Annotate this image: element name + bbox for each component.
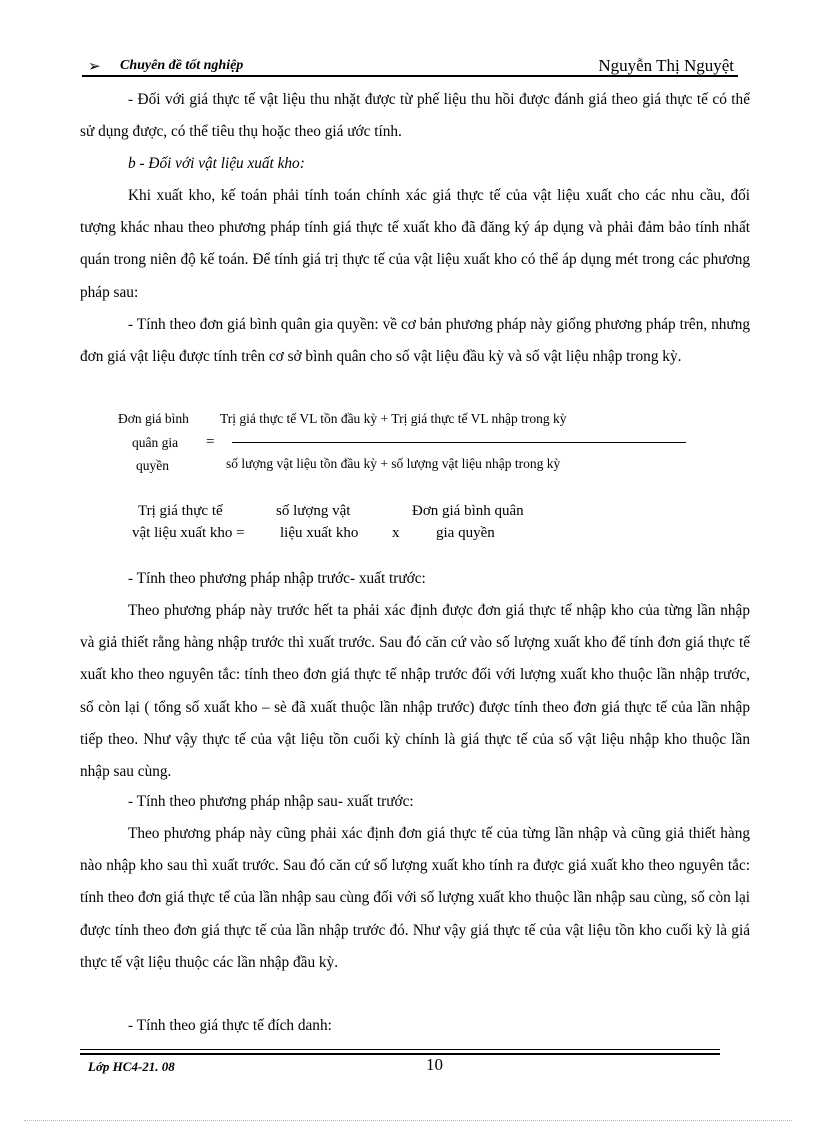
header-title: Chuyên đề tốt nghiệp — [120, 58, 244, 73]
header-author: Nguyễn Thị Nguyệt — [598, 56, 734, 75]
method-lifo-heading: - Tính theo phương pháp nhập sau- xuất trước: — [128, 793, 414, 810]
paragraph-fifo: Theo phương pháp này trước hết ta phải xác định được đơn giá thực tế nhập kho của từng lần nhập và giả thiết rằng hàng nhập trước thì xuất trước. Sau đó căn cứ vào số lượng xuất kho để tính đơn giá thực tế xuất kho theo nguyên tắc: tính theo đơn giá thực tế nhập trước đối với lượng xuất kho thuộc lần nhập trước, số còn lại ( tổng số xuất kho – sè đã xuất thuộc lần nhập trước) được tính theo đơn giá thực tế của lần nhập tiếp theo. Như vậy thực tế của vật liệu tồn cuối kỳ chính là giá thực tế của số vật liệu nhập kho thuộc lần nhập sau cùng. — [80, 602, 750, 781]
page-header — [82, 55, 738, 77]
page-number: 10 — [426, 1055, 443, 1074]
formula2-b2: liệu xuất kho — [280, 525, 359, 541]
formula-denominator: số lượng vật liệu tồn đầu kỳ + số lượng vật liệu nhập trong kỳ — [226, 456, 561, 471]
formula2-b1: số lượng vật — [276, 503, 351, 519]
section-heading-outgoing: b - Đối với vật liệu xuất kho: — [128, 155, 305, 172]
footer-class: Lớp HC4-21. 08 — [88, 1059, 175, 1074]
formula-equals: = — [206, 434, 215, 450]
arrow-bullet-icon: ➢ — [88, 59, 101, 75]
formula2-a2: vật liệu xuất kho = — [132, 525, 245, 541]
method-fifo-heading: - Tính theo phương pháp nhập trước- xuất trước: — [128, 570, 426, 587]
formula2-c1: Đơn giá bình quân — [412, 503, 524, 519]
formula2-times: x — [392, 525, 400, 541]
paragraph-outgoing-intro: Khi xuất kho, kế toán phải tính toán chính xác giá thực tế của vật liệu xuất cho các nhu cầu, đối tượng khác nhau theo phương pháp tính giá thực tế xuất kho đã đăng ký áp dụng và phải đảm bảo tính nhất quán trong niên độ kế toán. Để tính giá trị thực tế của vật liệu xuất kho có thể áp dụng mét trong các phương pháp sau: — [80, 187, 750, 301]
page-bottom-border — [24, 1120, 792, 1121]
fraction-bar — [232, 442, 686, 443]
formula2-c2: gia quyền — [436, 525, 495, 541]
method-specific-id-heading: - Tính theo giá thực tế đích danh: — [128, 1017, 332, 1034]
paragraph-weighted-average: - Tính theo đơn giá bình quân gia quyền: về cơ bản phương pháp này giống phương pháp trên, nhưng đơn giá vật liệu được tính trên cơ sở bình quân cho số vật liệu đầu kỳ và số vật liệu nhập trong kỳ. — [80, 316, 750, 366]
formula-numerator: Trị giá thực tế VL tồn đầu kỳ + Trị giá thực tế VL nhập trong kỳ — [220, 411, 567, 426]
footer-rule-thin — [80, 1049, 720, 1050]
footer-rule-thick — [80, 1053, 720, 1055]
paragraph-scrap-materials: - Đối với giá thực tế vật liệu thu nhặt được từ phế liệu thu hồi được đánh giá theo giá thực tế có thể sử dụng được, có thể tiêu thụ hoặc theo giá ước tính. — [80, 91, 750, 141]
formula-lhs-line1: Đơn giá bình — [118, 411, 189, 426]
formula2-a1: Trị giá thực tế — [138, 503, 223, 519]
formula-lhs-line2: quân gia — [132, 435, 179, 450]
paragraph-lifo: Theo phương pháp này cũng phải xác định đơn giá thực tế của từng lần nhập và cũng giả thiết hàng nào nhập kho sau thì xuất trước. Sau đó căn cứ số lượng xuất kho tính ra được giá xuất kho theo nguyên tắc: tính theo đơn giá thực tế của lần nhập sau cùng đối với số lượng xuất kho thuộc lần nhập sau cùng, số còn lại được tính theo đơn giá thực tế của lần nhập trước đó. Như vậy giá thực tế của vật liệu tồn kho cuối kỳ là giá thực tế vật liệu thuộc các lần nhập đầu kỳ. — [80, 825, 750, 971]
formula-lhs-line3: quyền — [136, 458, 169, 473]
header-rule — [82, 75, 738, 77]
